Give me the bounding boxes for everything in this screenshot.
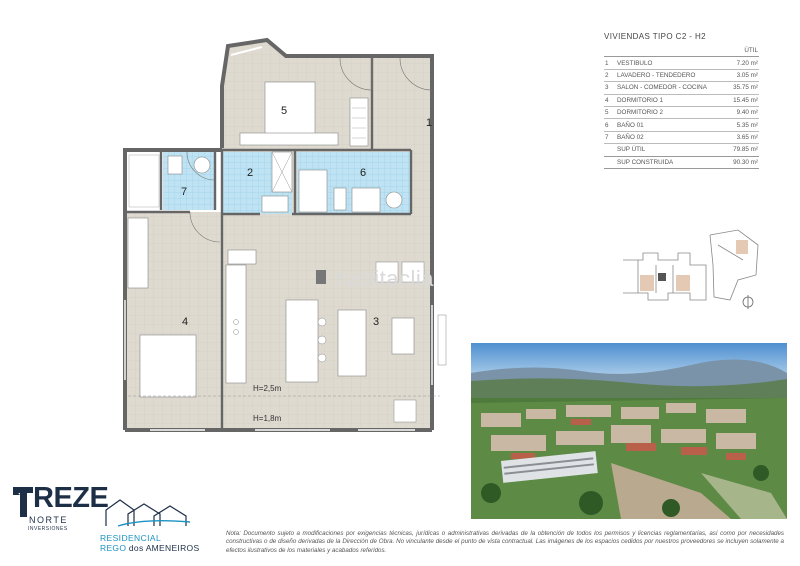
room-label-7: 7 (181, 186, 188, 198)
sup-construida-row: SUP CONSTRUIDA 90.30 m² (604, 156, 759, 168)
areas-table (604, 45, 759, 169)
floor-area (222, 42, 432, 428)
table-row: 2 LAVADERO - TENDEDERO 3.05 m² (604, 69, 759, 81)
table-row: 6 BAÑO 01 5.35 m² (604, 119, 759, 131)
treze-logo-norte: NORTE (29, 515, 68, 525)
height-label-2: H=1,8m (253, 414, 282, 423)
room-label-6: 6 (360, 167, 367, 179)
sup-util-row: SUP ÚTIL 79.85 m² (604, 144, 759, 156)
table-row: 3 SALON - COMEDOR - COCINA 35.75 m² (604, 82, 759, 94)
room-label-2: 2 (247, 167, 254, 179)
room-label-1: 1 (426, 117, 433, 129)
aerial-photo (471, 343, 787, 519)
height-label-1: H=2,5m (253, 384, 282, 393)
watermark: habitaclia (336, 266, 434, 291)
table-row: 4 DORMITORIO 1 15.45 m² (604, 94, 759, 106)
sofa (338, 310, 366, 376)
dining-table (286, 300, 318, 382)
treze-logo-text: REZE (33, 482, 109, 514)
treze-logo-inversiones: INVERSIONES (28, 526, 68, 532)
residencial-logo-text: RESIDENCIAL (100, 533, 162, 543)
table-row: 1 VESTIBULO 7.20 m² (604, 57, 759, 69)
treze-logo-icon (13, 487, 33, 517)
table-title: VIVIENDAS TIPO C2 - H2 (604, 32, 707, 41)
kitchen-counter (226, 265, 246, 383)
residencial-logo-icon (104, 496, 194, 532)
rego-logo-text: REGO dos AMENEIROS (100, 543, 200, 553)
bed-room-4 (140, 335, 196, 397)
header-util: ÚTIL (727, 45, 759, 57)
table-row: 5 DORMITORIO 2 9.40 m² (604, 106, 759, 118)
disclaimer-note: Nota: Documento sujeto a modificaciones por exigencias técnicas, jurídicas o administrativas derivadas de la obtención de todos los permisos y licencias reglamentarias, así como por necesidades constructivas o de diseño derivadas de la Dirección de Obra. No vinculante desde el punto de vista contractual. Las imágenes de los espacios cedidos por nuestros proveedores se incluyen solamente a efectos ilustrativos de los materiales y acabados referidos. (226, 530, 784, 554)
table-row: 7 BAÑO 02 3.65 m² (604, 131, 759, 143)
room-label-5: 5 (281, 105, 288, 117)
room-label-4: 4 (182, 316, 189, 328)
key-plan (618, 225, 763, 315)
highlight-unit (640, 275, 654, 291)
room-label-3: 3 (373, 316, 380, 328)
